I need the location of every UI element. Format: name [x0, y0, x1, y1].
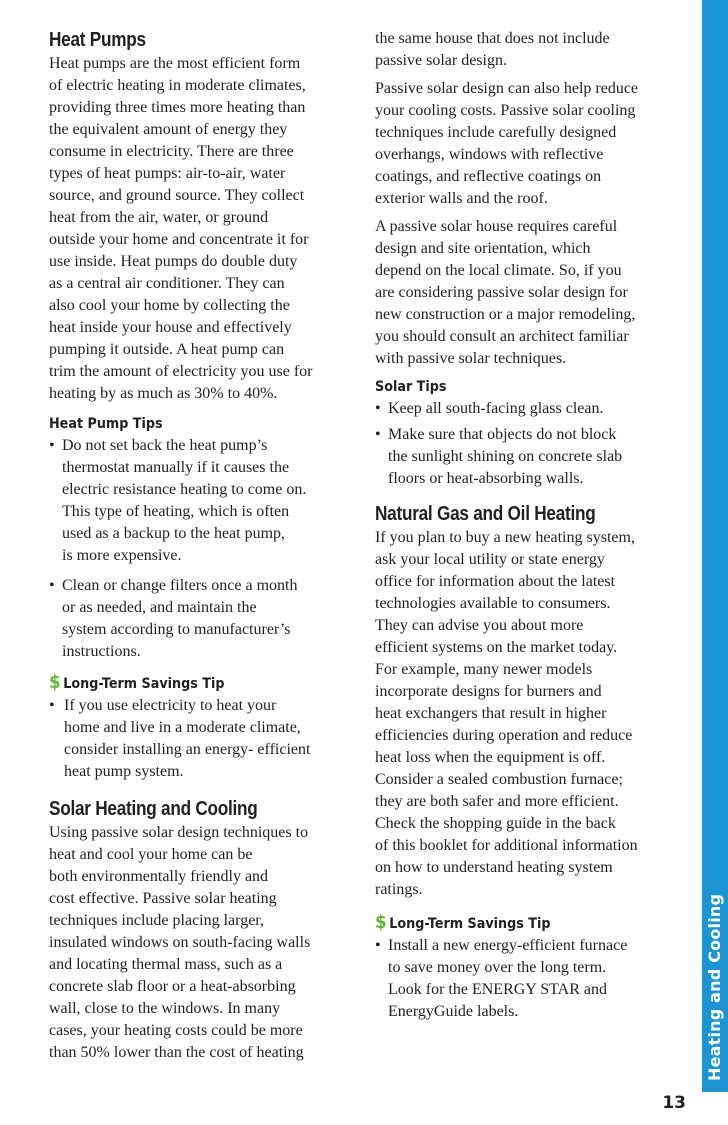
heat-pumps-heading: Heat Pumps — [49, 29, 146, 51]
solar-heading: Solar Heating and Cooling — [49, 798, 258, 820]
natural-gas-heading: Natural Gas and Oil Heating — [375, 503, 596, 525]
list-item: • Install a new energy-efficient furnace to save money over the long term. Look for the ENERGY STAR and EnergyGuide labels. — [375, 937, 628, 1020]
long-term-savings-tip-list-2 — [375, 935, 681, 1023]
section-side-tab — [702, 0, 728, 1092]
list-item: • If you use electricity to heat your home and live in a moderate climate, consider installing an energy- efficient heat pump system. — [49, 697, 311, 780]
list-item: • Clean or change filters once a month or as needed, and maintain the system according to manufacturer’s instructions. — [49, 577, 298, 660]
right-column — [375, 28, 681, 1023]
solar-paragraph-continued: the same house that does not include passive solar design. — [375, 30, 610, 69]
dollar-icon: $ — [375, 911, 387, 933]
heat-pumps-paragraph: Heat pumps are the most efficient form of electric heating in moderate climates, providing three times more heating than the equivalent amount of energy they consume in electricity. There are three types of heat pumps: air-to-air, water source, and ground source. They collect heat from the air, water, or ground outside your home and concentrate it for use inside. Heat pumps do double duty as a central air conditioner. They can also cool your home by collecting the heat inside your house and effectively pumping it outside. A heat pump can trim the amount of electricity you use for heating by as much as 30% to 40%. — [49, 55, 313, 402]
left-column — [49, 28, 354, 1064]
long-term-savings-tip-list — [49, 695, 354, 783]
solar-paragraph: Using passive solar design techniques to heat and cool your home can be both environmentally friendly and cost effective. Passive solar heating techniques include placing larger, insulated windows on south-facing walls and locating thermal mass, such as a concrete slab floor or a heat-absorbing wall, close to the windows. In many cases, your heating costs could be more than 50% lower than the cost of heating — [49, 824, 311, 1061]
solar-tips-list — [375, 398, 681, 490]
solar-cooling-paragraph: Passive solar design can also help reduce your cooling costs. Passive solar cooling techniques include carefully designed overhangs, windows with reflective coatings, and reflective coatings on exterior walls and the roof. — [375, 80, 639, 207]
page-number: 13 — [662, 1093, 686, 1113]
heat-pump-tips-heading: Heat Pump Tips — [49, 416, 163, 432]
natural-gas-paragraph: If you plan to buy a new heating system, ask your local utility or state energy office for information about the latest technologies available to consumers. They can advise you about more efficient systems on the market today. For example, many newer models incorporate designs for burners and heat exchangers that result in higher efficiencies during operation and reduce heat loss when the equipment is off. Consider a sealed combustion furnace; they are both safer and more efficient. Check the shopping guide in the back of this booklet for additional information on how to understand heating system ratings. — [375, 529, 638, 898]
list-item: • Keep all south-facing glass clean. — [375, 400, 604, 417]
heat-pump-tips-list — [49, 435, 354, 663]
solar-design-paragraph: A passive solar house requires careful design and site orientation, which depend on the local climate. So, if you are considering passive solar design for new construction or a major remodeling, you should consult an architect familiar with passive solar techniques. — [375, 218, 636, 367]
long-term-savings-tip-heading: $ Long-Term Savings Tip — [49, 671, 225, 693]
list-item: • Make sure that objects do not block the sunlight shining on concrete slab floors or heat-absorbing walls. — [375, 426, 623, 487]
section-tab-label: Heating and Cooling — [705, 893, 724, 1081]
solar-tips-heading: Solar Tips — [375, 379, 447, 395]
list-item: • Do not set back the heat pump’s thermostat manually if it causes the electric resistance heating to come on. This type of heating, which is often used as a backup to the heat pump, is more expensive. — [49, 437, 307, 564]
dollar-icon: $ — [49, 671, 61, 693]
long-term-savings-tip-heading-2: $ Long-Term Savings Tip — [375, 911, 551, 933]
